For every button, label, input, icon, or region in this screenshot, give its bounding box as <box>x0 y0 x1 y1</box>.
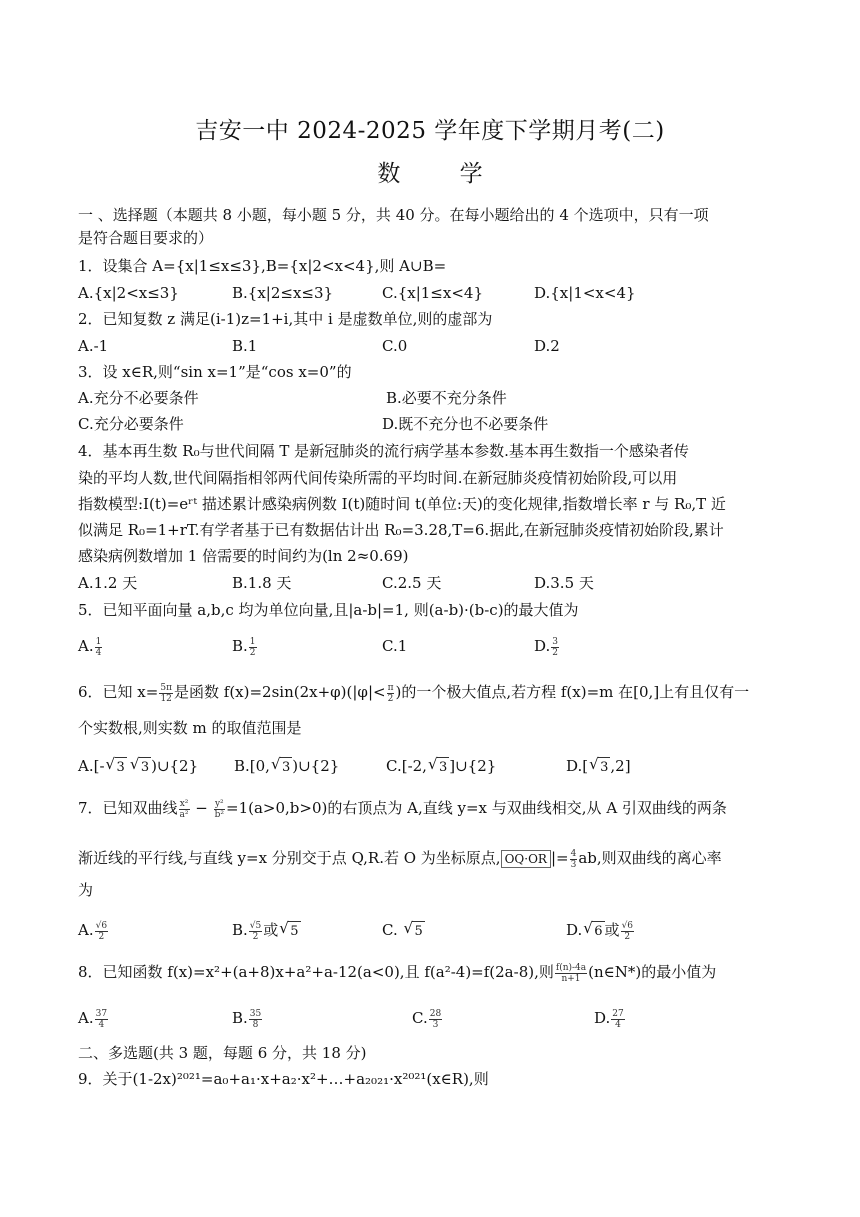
q5-stem: 5．已知平面向量 a,b,c 均为单位向量,且|a-b|=1, 则(a-b)·(b-c)的最大值为 <box>78 601 579 619</box>
fraction-numerator: 4 <box>570 848 577 859</box>
q7-fraction-four-thirds <box>570 849 578 870</box>
q5-option-b <box>232 636 258 658</box>
sqrt-symbol: √ 5 <box>412 921 424 942</box>
q8-option-a-prefix: A. <box>78 1009 94 1027</box>
q7-stem-line3: 为 <box>78 881 94 899</box>
sqrt-symbol: √ 3 <box>280 757 292 778</box>
q6-option-b-prefix: B.[0, <box>234 757 270 775</box>
fraction-numerator: f(n)-4a <box>555 962 587 973</box>
fraction-numerator: 1 <box>249 636 256 647</box>
section2-heading: 二、多选题(共 3 题，每题 6 分，共 18 分) <box>78 1044 367 1062</box>
fraction-denominator: 4 <box>615 1019 621 1030</box>
fraction-numerator: 3 <box>552 636 558 647</box>
fraction-denominator: 4 <box>95 647 102 658</box>
fraction-denominator: a² <box>179 809 189 820</box>
dot-operator: · <box>524 852 529 866</box>
q9-stem: 9．关于(1-2x)²⁰²¹=a₀+a₁·x+a₂·x²+…+a₂₀₂₁·x²⁰²¹(x∈R),则 <box>78 1070 489 1088</box>
q8-option-d <box>594 1008 626 1030</box>
q6-stem-part-b: 是函数 f(x)=2sin(2x+φ)(|φ|< <box>174 683 386 701</box>
q3-option-c: C.充分必要条件 <box>78 415 184 433</box>
q1-option-d: D.{x|1<x<4} <box>534 284 636 302</box>
exam-title: 吉安一中 2024-2025 学年度下学期月考(二) <box>195 118 665 144</box>
fraction-numerator: x² <box>179 798 189 809</box>
vector-oq: OQ <box>504 852 525 866</box>
sqrt-symbol: √ 3 <box>598 757 610 778</box>
q8-stem-part-b: (n∈N*)的最小值为 <box>588 963 717 981</box>
sqrt-symbol: √ 3 <box>437 757 449 778</box>
q3-option-b: B.必要不充分条件 <box>386 389 507 407</box>
q7-stem-line2-part-c: ab,则双曲线的离心率 <box>578 849 722 867</box>
q7-option-d-fraction <box>621 921 634 942</box>
q1-stem: 1．设集合 A={x|1≤x≤3},B={x|2<x<4},则 A∪B= <box>78 257 447 275</box>
q1-option-c: C.{x|1≤x<4} <box>382 284 483 302</box>
fraction-denominator: 3 <box>570 859 577 870</box>
q8-option-b <box>232 1008 263 1030</box>
fraction-denominator: 4 <box>98 1019 105 1030</box>
fraction-numerator: 28 <box>429 1008 442 1019</box>
q5-option-c: C.1 <box>382 637 408 655</box>
fraction-denominator: 2 <box>252 931 259 942</box>
fraction-denominator: 2 <box>552 647 558 658</box>
fraction-numerator: y² <box>214 798 224 809</box>
subject-title: 数 学 <box>377 161 509 187</box>
q4-line-1: 4．基本再生数 R₀与世代间隔 T 是新冠肺炎的流行病学基本参数.基本再生数指一个感染者传 <box>78 442 689 460</box>
q7-stem-line2-part-b: |= <box>550 849 569 867</box>
q4-line-2: 染的平均人数,世代间隔指相邻两代间传染所需的平均时间.在新冠肺炎疫情初始阶段,可以用 <box>78 469 678 487</box>
q5-option-d-label: D. <box>534 637 551 655</box>
q6-stem-part-a: 6．已知 x= <box>78 683 159 701</box>
q7-option-a-fraction <box>95 921 108 942</box>
fraction-denominator: 3 <box>432 1019 439 1030</box>
q7-vector-expression <box>501 850 551 868</box>
q8-option-a-fraction <box>95 1009 108 1030</box>
q6-option-b <box>234 756 339 778</box>
q3-option-a: A.充分不必要条件 <box>78 389 199 407</box>
q6-fraction-phi <box>387 683 395 704</box>
q5-option-a <box>78 636 103 658</box>
q2-option-c: C.0 <box>382 337 408 355</box>
q2-option-b: B.1 <box>232 337 258 355</box>
q6-option-a-suffix: )∪{2} <box>151 757 199 775</box>
q4-option-b: B.1.8 天 <box>232 574 292 592</box>
q7-option-c-prefix: C. <box>382 921 403 939</box>
q7-stem-line2 <box>78 848 798 870</box>
q6-option-d-prefix: D.[ <box>566 757 589 775</box>
q6-stem-line1 <box>78 682 798 704</box>
q6-option-d <box>566 756 631 778</box>
q6-stem-line2: 个实数根,则实数 m 的取值范围是 <box>78 719 302 737</box>
q5-option-a-label: A. <box>78 637 94 655</box>
q3-option-d: D.既不充分也不必要条件 <box>382 415 549 433</box>
q7-option-a <box>78 920 109 942</box>
fraction-numerator: 5π <box>160 682 172 693</box>
or-connector: 或 <box>263 921 279 939</box>
q2-stem: 2．已知复数 z 满足(i-1)z=1+i,其中 i 是虚数单位,则的虚部为 <box>78 310 493 328</box>
q6-option-c <box>386 756 496 778</box>
q5-option-b-label: B. <box>232 637 248 655</box>
fraction-numerator: √6 <box>621 920 634 931</box>
q5-option-d-fraction <box>551 637 559 658</box>
fraction-numerator: 37 <box>95 1008 108 1019</box>
fraction-denominator: 2 <box>624 931 631 942</box>
q4-option-c: C.2.5 天 <box>382 574 442 592</box>
q6-stem-part-c: )的一个极大值点,若方程 f(x)=m 在[0,]上有且仅有一 <box>395 683 750 701</box>
q3-stem: 3．设 x∈R,则“sin x=1”是“cos x=0”的 <box>78 363 352 381</box>
q2-option-a: A.-1 <box>78 337 109 355</box>
q7-stem-part-a: 7．已知双曲线 <box>78 799 178 817</box>
section1-heading-line2: 是符合题目要求的） <box>78 229 214 247</box>
q8-stem-part-a: 8．已知函数 f(x)=x²+(a+8)x+a²+a-12(a<0),且 f(a²-4)=f(2a-8),则 <box>78 963 554 981</box>
q8-option-c <box>412 1008 443 1030</box>
q7-stem-line1 <box>78 798 798 820</box>
q7-fraction-y <box>214 799 225 820</box>
q7-stem-part-b: =1(a>0,b>0)的右顶点为 A,直线 y=x 与双曲线相交,从 A 引双曲线的两条 <box>226 799 727 817</box>
q7-option-d <box>566 920 635 942</box>
q6-option-c-prefix: C.[-2, <box>386 757 427 775</box>
q8-option-d-prefix: D. <box>594 1009 611 1027</box>
q7-option-b <box>232 920 301 942</box>
q4-option-d: D.3.5 天 <box>534 574 594 592</box>
q8-option-b-fraction <box>249 1009 262 1030</box>
sqrt-symbol: √ 3 <box>115 757 127 778</box>
vector-or: OR <box>528 852 547 866</box>
q7-option-b-prefix: B. <box>232 921 248 939</box>
q7-option-c <box>382 920 425 942</box>
sqrt-symbol: √ 3 <box>139 757 151 778</box>
q4-line-5: 感染病例数增加 1 倍需要的时间约为(ln 2≈0.69) <box>78 547 409 565</box>
q2-option-d: D.2 <box>534 337 560 355</box>
sqrt-symbol: √ 6 <box>592 921 604 942</box>
fraction-numerator: 1 <box>95 636 102 647</box>
q4-line-4: 似满足 R₀=1+rT.有学者基于已有数据估计出 R₀=3.28,T=6.据此,在新冠肺炎疫情初始阶段,累计 <box>78 521 724 539</box>
fraction-denominator: n+1 <box>561 973 581 984</box>
q6-option-a <box>78 756 198 778</box>
q8-option-d-fraction <box>611 1009 624 1030</box>
fraction-denominator: 12 <box>160 693 172 704</box>
minus-sign: − <box>190 799 213 817</box>
or-connector: 或 <box>604 921 620 939</box>
fraction-denominator: b² <box>214 809 225 820</box>
q7-option-a-prefix: A. <box>78 921 94 939</box>
fraction-numerator: 27 <box>612 1008 624 1019</box>
fraction-numerator: π <box>387 682 394 693</box>
fraction-denominator: 8 <box>252 1019 259 1030</box>
fraction-denominator: 2 <box>387 693 394 704</box>
q8-option-a <box>78 1008 109 1030</box>
q8-fraction <box>555 963 587 984</box>
q5-option-a-fraction <box>95 637 103 658</box>
q8-stem <box>78 962 798 984</box>
q8-option-b-prefix: B. <box>232 1009 248 1027</box>
q1-option-a: A.{x|2<x≤3} <box>78 284 179 302</box>
fraction-numerator: 35 <box>249 1008 262 1019</box>
q6-option-a-prefix: A.[- <box>78 757 105 775</box>
q6-fraction-x <box>159 683 173 704</box>
fraction-numerator: √5 <box>249 920 262 931</box>
q7-option-b-fraction <box>249 921 262 942</box>
q7-fraction-x <box>179 799 190 820</box>
q4-option-a: A.1.2 天 <box>78 574 138 592</box>
fraction-numerator: √6 <box>95 920 108 931</box>
q6-option-b-suffix: )∪{2} <box>292 757 340 775</box>
q1-option-b: B.{x|2≤x≤3} <box>232 284 334 302</box>
q6-option-c-suffix: ]∪{2} <box>449 757 497 775</box>
q7-option-d-prefix: D. <box>566 921 583 939</box>
sqrt-symbol: √ 5 <box>288 921 300 942</box>
q7-stem-line2-part-a: 渐近线的平行线,与直线 y=x 分别交于点 Q,R.若 O 为坐标原点, <box>78 849 501 867</box>
fraction-denominator: 2 <box>98 931 105 942</box>
fraction-denominator: 2 <box>249 647 256 658</box>
q5-option-b-fraction <box>249 637 257 658</box>
q5-option-d <box>534 636 560 658</box>
q4-line-3: 指数模型:I(t)=eʳᵗ 描述累计感染病例数 I(t)随时间 t(单位:天)的变化规律,指数增长率 r 与 R₀,T 近 <box>78 495 726 513</box>
section1-heading-line1: 一 、选择题（本题共 8 小题，每小题 5 分，共 40 分。在每小题给出的 4 个选项中，只有一项 <box>78 206 709 224</box>
q8-option-c-prefix: C. <box>412 1009 428 1027</box>
q6-option-d-suffix: ,2] <box>610 757 631 775</box>
q8-option-c-fraction <box>429 1009 442 1030</box>
